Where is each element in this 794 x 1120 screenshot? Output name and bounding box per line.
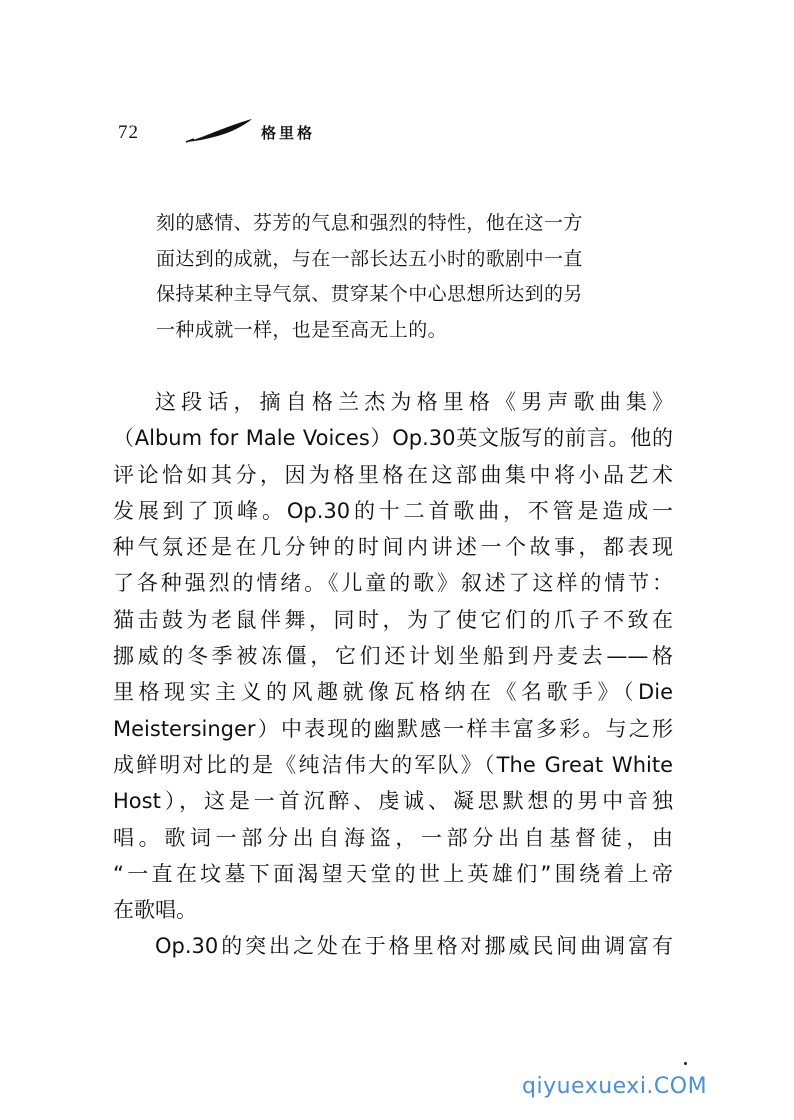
text-line: “一直在坟墓下面渴望天堂的世上英雄们”围绕着上帝	[113, 861, 673, 886]
quote-line: 面达到的成就，与在一部长达五小时的歌剧中一直	[156, 247, 583, 270]
text-line: 这段话，摘自格兰杰为格里格《男声歌曲集》	[155, 390, 673, 414]
text-line: 评论恰如其分，因为格里格在这部曲集中将小品艺术	[113, 462, 673, 487]
dot-mark	[684, 1062, 687, 1065]
text-line: （Album for Male Voices）Op.30英文版写的前言。他的	[113, 426, 673, 451]
text-line: 里格现实主义的风趣就像瓦格纳在《名歌手》（Die	[113, 680, 673, 705]
quill-icon	[184, 118, 254, 144]
text-line: 在歌唱。	[113, 898, 197, 923]
text-line: 唱。歌词一部分出自海盗，一部分出自基督徒，由	[113, 825, 673, 850]
paragraph	[113, 928, 673, 964]
running-title: 格里格	[261, 124, 316, 142]
site-watermark: qiyuexuexi.COM	[522, 1074, 708, 1099]
quote-line: 保持某种主导气氛、贯穿某个中心思想所达到的另	[156, 283, 583, 305]
paragraph	[113, 384, 673, 928]
text-line: Op.30的突出之处在于格里格对挪威民间曲调富有	[155, 934, 673, 959]
text-line: 发展到了顶峰。Op.30的十二首歌曲，不管是造成一	[113, 498, 673, 523]
page-number: 72	[118, 122, 139, 143]
quote-line: 一种成就一样，也是至高无上的。	[156, 318, 448, 341]
text-line: Meistersinger）中表现的幽默感一样丰富多彩。与之形	[113, 716, 673, 741]
text-line: 猫击鼓为老鼠伴舞，同时，为了使它们的爪子不致在	[113, 607, 673, 632]
page-header	[118, 118, 418, 148]
text-line: 挪威的冬季被冻僵，它们还计划坐船到丹麦去——格	[113, 644, 673, 669]
text-line: 了各种强烈的情绪。《儿童的歌》叙述了这样的情节：	[113, 571, 673, 596]
body-text	[113, 384, 673, 965]
block-quote	[156, 206, 672, 348]
text-line: 成鲜明对比的是《纯洁伟大的军队》（The Great White	[113, 752, 673, 777]
quote-line: 刻的感情、芬芳的气息和强烈的特性，他在这一方	[156, 212, 583, 234]
text-line: Host），这是一首沉醉、虔诚、凝思默想的男中音独	[113, 789, 673, 814]
text-line: 种气氛还是在几分钟的时间内讲述一个故事，都表现	[113, 535, 673, 560]
